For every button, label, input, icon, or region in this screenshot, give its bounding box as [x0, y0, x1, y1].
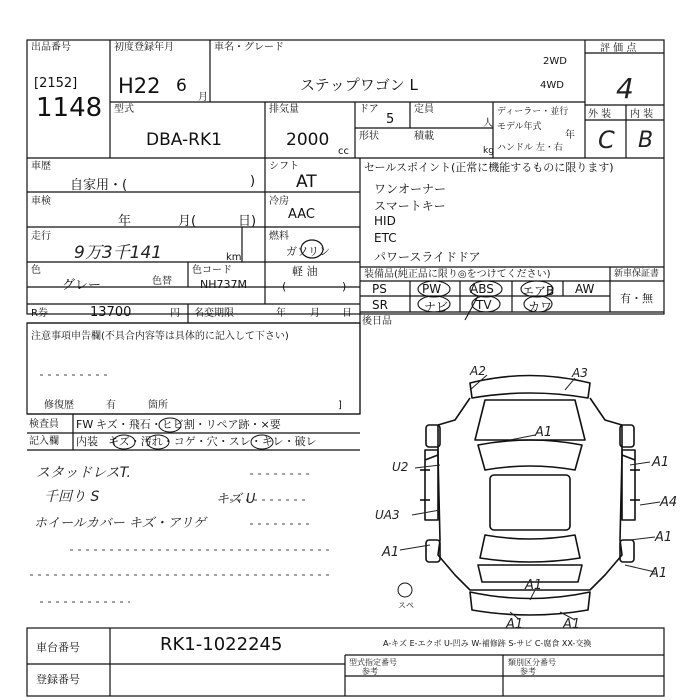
equip-sr: SR [372, 298, 388, 312]
color-code-label: 色コード [192, 265, 232, 276]
equip-pw: PW [422, 282, 442, 296]
door-value: 5 [386, 112, 395, 127]
int-grade: B [638, 128, 654, 153]
checker-label: 検査員 [29, 419, 59, 430]
color-change-label: 色替 [152, 276, 172, 287]
hand-note: 千回り S [44, 489, 100, 505]
color-code-value: NH737M [200, 278, 247, 291]
damage-mark: A1 [525, 578, 543, 593]
damage-mark: A1 [382, 545, 400, 560]
mileage-label: 走行 [31, 231, 51, 242]
int-label: 内装 [76, 435, 98, 448]
spare-label: スペ [398, 601, 414, 610]
chassis-value: RK1-1022245 [160, 634, 283, 655]
damage-mark: A2 [470, 364, 486, 378]
shift-label: シフト [269, 161, 299, 172]
ac-value: AAC [288, 207, 315, 222]
capacity-label: 定員 [414, 104, 434, 115]
dealer-label: ディーラー・並行 [497, 107, 569, 117]
damage-mark: UA3 [375, 508, 400, 522]
selling-point: HID [374, 214, 396, 228]
reg-year: H22 [118, 74, 161, 98]
disp-value: 2000 [286, 130, 330, 150]
damage-mark: A1 [563, 617, 581, 632]
warranty-label: 新車保証書 [614, 269, 660, 279]
hand-note: ホイールカバー キズ・アリゲ [34, 516, 206, 531]
post-label: 後日品 [362, 316, 392, 327]
disp-unit: cc [338, 146, 349, 157]
equip-kawa: カワ [528, 300, 553, 314]
fuel-paren-close: ) [342, 280, 347, 293]
class-no-label: 類別区分番号 [508, 658, 556, 667]
equip-aw: AW [575, 282, 595, 296]
disp-label: 排気量 [269, 104, 299, 115]
color-label: 色 [31, 265, 41, 276]
name-label: 車名・グレード [214, 42, 284, 53]
capacity-unit: 人 [483, 118, 493, 129]
drive-2wd: 2WD [543, 56, 567, 67]
repair-places: 箇所 [148, 400, 168, 411]
door-label: ドア [359, 104, 379, 115]
selling-label: セールスポイント(正常に機能するものに限ります) [364, 161, 614, 174]
shift-value: AT [296, 172, 317, 192]
damage-mark: A4 [660, 495, 678, 510]
tc-day: 日 [342, 308, 352, 319]
reg-no-label: 登録番号 [36, 673, 80, 686]
equip-ps: PS [372, 282, 387, 296]
drive-4wd: 4WD [540, 80, 564, 91]
equip-tv: TV [476, 298, 492, 312]
reg-month-unit: 月 [198, 92, 208, 103]
lot-label: 出品番号 [31, 42, 71, 53]
ext-label: 外 装 [588, 109, 612, 120]
notes-label: 注意事項申告欄(不具合内容等は具体的に記入して下さい) [31, 331, 289, 342]
damage-mark: U2 [392, 460, 409, 474]
ref-label-2: 参考 [520, 667, 536, 676]
model-year-label: モデル年式 [497, 122, 542, 132]
damage-mark: A1 [535, 425, 553, 440]
inspection-label: 車検 [31, 196, 51, 207]
repair-paren: ] [338, 400, 342, 411]
model-label: 型式 [114, 104, 134, 115]
selling-point: パワースライドドア [374, 250, 481, 264]
recycle-unit: 円 [170, 308, 180, 319]
year-unit: 年 [565, 130, 575, 141]
type-no-label: 型式指定番号 [349, 658, 397, 667]
tc-month: 月 [310, 308, 320, 319]
inspection-year: 年 [118, 214, 132, 229]
title-change-label: 名変期限 [194, 308, 234, 319]
ref-label: 参考 [362, 667, 378, 676]
ext-grade: C [598, 126, 615, 154]
legend: A-キズ E-エクボ U-凹み W-補修跡 S-サビ C-腐食 XX-交換 [383, 639, 592, 648]
shape-label: 形状 [359, 131, 379, 142]
damage-mark: A1 [652, 455, 670, 470]
load-unit: kg [483, 146, 494, 156]
inspection-month: 月( [178, 214, 197, 229]
model-value: DBA-RK1 [146, 130, 222, 150]
equip-airbag: エアB [522, 284, 555, 298]
selling-point: ワンオーナー [374, 182, 447, 196]
int-label: 内 装 [630, 109, 654, 120]
damage-mark: A1 [650, 566, 668, 581]
handle-label: ハンドル 左・右 [497, 143, 563, 153]
equip-navi: ナビ [424, 300, 449, 314]
equipment-label: 装備品(純正品に限り◎をつけてください) [364, 269, 551, 280]
equip-abs: ABS [470, 282, 494, 296]
lot-number: 1148 [36, 93, 103, 123]
reg-month: 6 [176, 76, 187, 96]
recycle-label: R券 [31, 308, 48, 319]
fuel-label: 燃料 [269, 231, 289, 242]
int-text: キズ・汚れ・コゲ・穴・スレ・キレ・破レ [108, 435, 317, 448]
lot-sub: [2152] [34, 76, 78, 91]
history-close: ) [250, 174, 256, 189]
fw-label: FW [76, 418, 94, 431]
entry-label: 記入欄 [29, 436, 59, 447]
car-name: ステップワゴン L [300, 76, 418, 94]
rating-value: 4 [616, 72, 634, 105]
load-label: 積載 [414, 131, 434, 142]
fw-text: キズ・飛石・ヒビ割・リペア跡・×要 [96, 418, 281, 431]
mileage-unit: km [226, 252, 242, 263]
repair-label: 修復歴 [44, 400, 74, 411]
color-value: グレー [62, 278, 102, 293]
selling-point: スマートキー [374, 199, 446, 213]
warranty-value: 有・無 [620, 292, 653, 305]
fuel-gas: ガソリン [286, 245, 330, 258]
damage-mark: A3 [572, 366, 588, 380]
history-label: 車歴 [31, 161, 51, 172]
repair-value: 有 [106, 400, 116, 411]
history-value: 自家用・( [70, 178, 128, 193]
damage-mark: A1 [655, 530, 673, 545]
recycle-value: 13700 [90, 305, 132, 320]
selling-point: ETC [374, 231, 397, 245]
tc-year: 年 [276, 308, 286, 319]
damage-mark: A1 [506, 617, 524, 632]
fuel-paren-open: ( [282, 280, 287, 293]
inspection-day: 日) [238, 214, 257, 229]
mileage-value: 9万3千141 [74, 243, 163, 263]
hand-note: スタッドレスT. [36, 465, 131, 481]
chassis-label: 車台番号 [36, 641, 80, 654]
ac-label: 冷房 [269, 196, 289, 207]
reg-label: 初度登録年月 [114, 42, 174, 53]
rating-label: 評 価 点 [600, 43, 637, 54]
fuel-light: 軽 油 [292, 265, 318, 278]
hand-note: キズ U [216, 492, 256, 507]
